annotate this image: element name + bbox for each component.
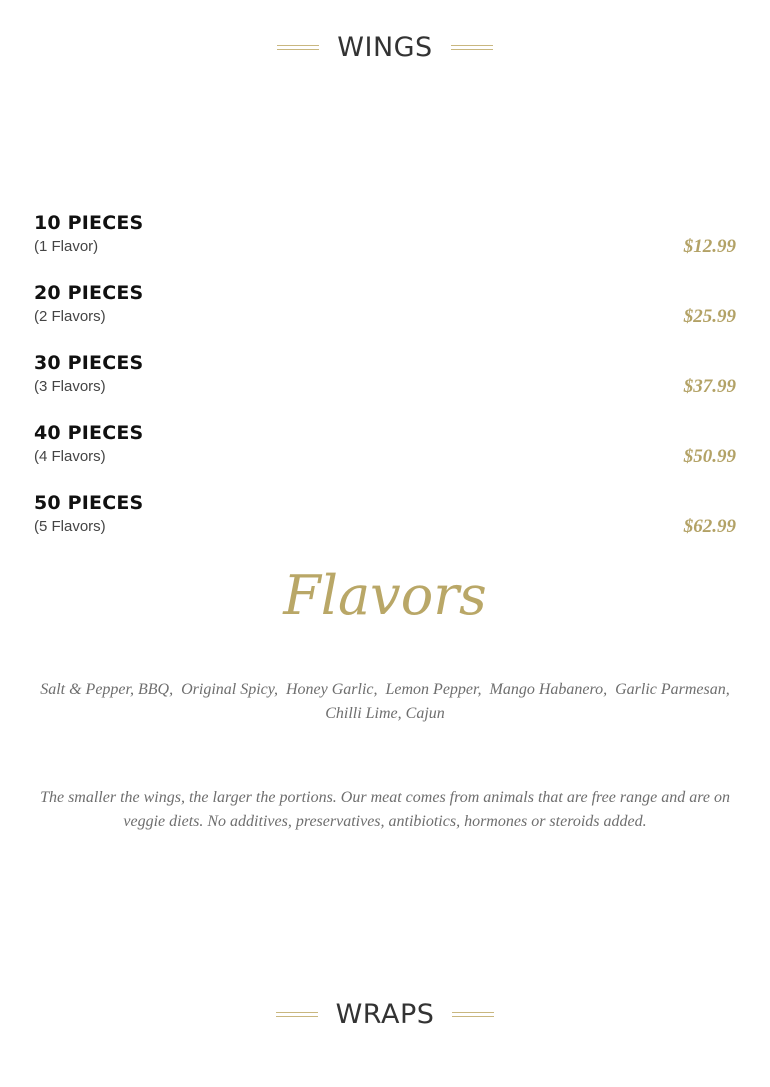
wings-section-heading — [0, 34, 770, 61]
menu-item-30-pieces — [34, 351, 736, 403]
menu-item-price: $12.99 — [683, 236, 736, 257]
menu-item-10-pieces — [34, 211, 736, 263]
wings-title: WINGS — [337, 32, 433, 63]
wraps-title: WRAPS — [335, 999, 435, 1030]
menu-item-name: 20 PIECES — [34, 282, 144, 304]
heading-decoration-left — [276, 1012, 318, 1017]
menu-item-price: $62.99 — [683, 516, 736, 537]
menu-item-name: 30 PIECES — [34, 352, 144, 374]
heading-decoration-right — [452, 1012, 494, 1017]
menu-item-description: (3 Flavors) — [34, 378, 106, 395]
wraps-section-heading — [0, 1001, 770, 1028]
menu-item-price: $37.99 — [683, 376, 736, 397]
menu-item-price: $25.99 — [683, 306, 736, 327]
menu-item-20-pieces — [34, 281, 736, 333]
menu-item-description: (4 Flavors) — [34, 448, 106, 465]
menu-item-description: (1 Flavor) — [34, 238, 99, 255]
flavors-title: Flavors — [283, 564, 487, 627]
menu-item-description: (2 Flavors) — [34, 308, 106, 325]
flavors-list: Salt & Pepper, BBQ, Original Spicy, Honey Garlic, Lemon Pepper, Mango Habanero, Garlic Parmesan, Chilli Lime, Cajun — [40, 681, 734, 722]
menu-item-name: 50 PIECES — [34, 492, 144, 514]
menu-item-description: (5 Flavors) — [34, 518, 106, 535]
menu-item-name: 10 PIECES — [34, 212, 144, 234]
menu-item-40-pieces — [34, 421, 736, 473]
wings-note: The smaller the wings, the larger the portions. Our meat comes from animals that are free range and are on veggie diets. No additives, preservatives, antibiotics, hormones or steroids added. — [40, 789, 730, 830]
heading-decoration-right — [451, 45, 493, 50]
menu-item-50-pieces — [34, 491, 736, 543]
heading-decoration-left — [277, 45, 319, 50]
menu-item-name: 40 PIECES — [34, 422, 144, 444]
menu-item-price: $50.99 — [683, 446, 736, 467]
